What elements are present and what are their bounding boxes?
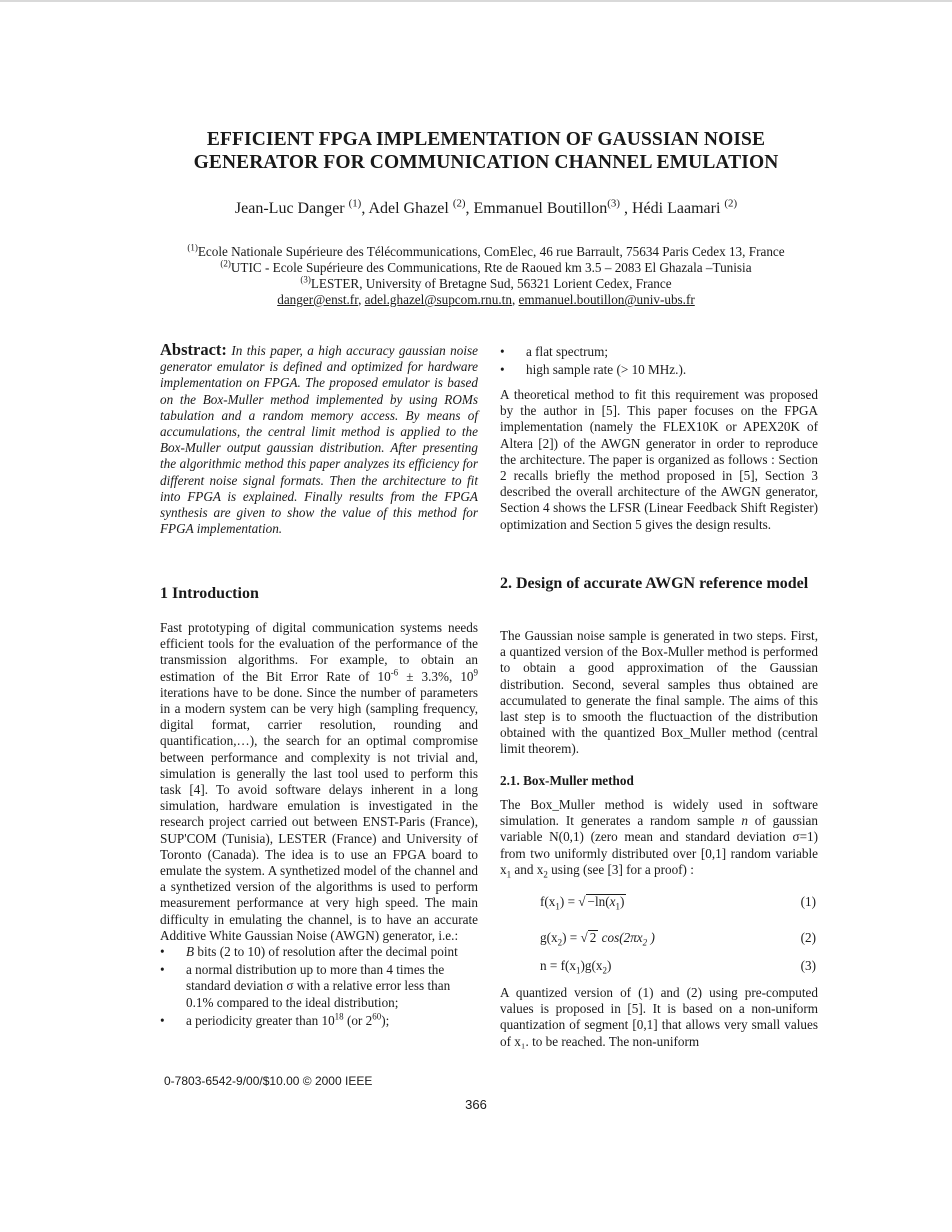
- section-2-body: [500, 628, 818, 758]
- list-item: [500, 344, 818, 360]
- intro-paragraph: [160, 620, 478, 944]
- equation-1: [540, 894, 816, 914]
- intro-text: iterations have to be done. Since the number of parameters in a modern system can be very high (sampling frequency, digital format, carrier resolution, rounding and quantification,…), the search for an optimal compromise between performance and complexity is not trivial and, simulation is generally the last tool used to perform this task [4]. To avoid software delays inherent in a long simulation, hardware emulation is investigated in the research project carried out between ENST-Paris (France), SUP'COM (Tunisia), LESTER (France) and University of Toronto (Canada). The idea is to use an FPGA board to emulate the system. A synthetized model of the channel and a synthetized version of the algorithms is used to perform measurement performance at very high speed. The main difficulty in emulating the channel, is to have an accurate Additive White Gaussian Noise (AWGN) generator, i.e.:: [160, 684, 478, 943]
- affiliation-text: UTIC - Ecole Supérieure des Communications, Rte de Raoued km 3.5 – 2083 El Ghazala –Tunisia: [230, 260, 752, 275]
- author-affil-mark: (1): [348, 197, 362, 210]
- page-top-border: [0, 0, 952, 2]
- paragraph: A quantized version of (1) and (2) using pre-computed values is proposed in [5]. It is based on a non-uniform quantization of segment [0,1] that allows very small values of x₁. to be reached. The non-uniform: [500, 985, 818, 1049]
- affiliations: [60, 244, 912, 308]
- equation-number: (3): [800, 958, 816, 973]
- author-list: [100, 197, 872, 218]
- variable: B: [186, 944, 195, 960]
- email-line: danger@enst.fr, adel.ghazel@supcom.rnu.tn, emmanuel.boutillon@univ-ubs.fr: [277, 292, 695, 307]
- affiliation-line: [60, 260, 912, 276]
- paragraph: The Gaussian noise sample is generated in two steps. First, a quantized version of the Box-Muller method is performed to obtain a good approximation of the Gaussian distribution. Second, several samples thus obtained are accumulated to generate the final sample. The aims of this last step is to smooth the fluctuaction of the distribution obtained with the quantized Box_Muller method (central limit theorem).: [500, 628, 818, 757]
- subscript: 1: [506, 869, 512, 880]
- list-item-text: a normal distribution up to more than 4 times the standard deviation: [186, 962, 445, 994]
- paper-title: [120, 128, 852, 174]
- subscript: 2: [543, 869, 548, 880]
- abstract-text: In this paper, a high accuracy gaussian noise generator emulator is defined and optimized for hardware implementation on FPGA. The proposed emulator is based on the Box-Muller method implemented by using ROMs tabulation and a random memory access. By means of accumulations, the central limit method is applied to the Box-Muller output gaussian distribution. After presenting the algorithmic method this paper analyzes its efficiency for different noise signal formats. Then the architecture to fit into FPGA is explained. Finally results from the FPGA synthesis are given to show the value of this method for FPGA implementation.: [160, 343, 478, 537]
- author-name: Hédi Laamari: [631, 200, 721, 217]
- copyright-notice: 0-7803-6542-9/00/$10.00 © 2000 IEEE: [164, 1074, 373, 1088]
- intro-text: Fast prototyping of digital communication systems needs efficient tools for the evaluation of the performance of the transmission algorithms. For example, to obtain an estimation of the Bit Error Rate of 10: [160, 620, 478, 684]
- requirements-list-continued: [500, 344, 818, 380]
- paragraph: A theoretical method to fit this requirement was proposed by the author in [5]. This paper focuses on the FPGA implementation (namely the FLEX10K or APEX20K of Altera [2]) of the AWGN generator in order to reproduce the architecture. The paper is organized as follows : Section 2 recalls briefly the method proposed in [5], Section 3 described the overall architecture of the AWGN generator, Section 4 shows the LFSR (Linear Feedback Shift Register) optimization and Section 5 gives the design results.: [500, 387, 818, 532]
- author-name: Jean-Luc Danger: [234, 200, 345, 217]
- list-item-text: a periodicity greater than 10: [186, 1012, 335, 1028]
- affiliation-line: [60, 244, 912, 260]
- equation-3: [540, 958, 816, 978]
- intro-heading-block: [160, 584, 478, 604]
- bullet-icon: •: [160, 962, 165, 978]
- sigma-symbol: σ: [286, 978, 294, 994]
- author-affil-mark: (3): [607, 197, 620, 210]
- box-muller-body: [500, 797, 818, 878]
- author-separator: ,: [619, 200, 632, 217]
- author-affil-mark: (2): [452, 197, 466, 210]
- paragraph-text: The Box_Muller method is widely used in software simulation. It generates a random sample: [500, 797, 818, 829]
- bullet-icon: •: [160, 1012, 165, 1028]
- list-item-text: bits (2 to 10) of resolution after the decimal point: [194, 944, 458, 960]
- intro-body: [160, 620, 478, 1031]
- list-item-text: (or 2: [343, 1012, 373, 1028]
- paragraph: [500, 797, 818, 878]
- list-item: [160, 944, 478, 960]
- list-item-text: );: [381, 1012, 390, 1028]
- author-separator: ,: [361, 200, 369, 217]
- affiliation-mark: (2): [220, 258, 231, 269]
- equation-3-formula: $n = f(x_1)g(x_2)$: [540, 958, 612, 976]
- author-name: Adel Ghazel: [368, 200, 449, 217]
- paragraph-text: using (see [3] for a proof) :: [547, 861, 694, 877]
- page-number: 366: [465, 1097, 487, 1112]
- intro-text: ± 3.3%, 10: [398, 668, 474, 684]
- subsection-heading-block: [500, 773, 818, 789]
- email-link[interactable]: danger@enst.fr: [277, 292, 359, 307]
- section-heading-introduction: 1 Introduction: [160, 585, 259, 602]
- author-affil-mark: (2): [724, 197, 738, 210]
- list-item: [160, 1013, 478, 1029]
- affiliation-line: [60, 276, 912, 292]
- paragraph-text: and x: [511, 861, 544, 877]
- equation-1-formula: $f(x_1)$ = √ $-\ln(x_1)$: [540, 894, 625, 912]
- quantization-paragraph: [500, 985, 818, 1050]
- list-item: [160, 962, 478, 1011]
- section-2-heading-block: [500, 574, 818, 594]
- equation-2-formula: $g(x_2)$ = √ 2 $\cos(2\pi x_2$ ): [540, 930, 655, 948]
- exponent: 18: [334, 1011, 344, 1022]
- abstract-heading: Abstract:: [160, 340, 227, 359]
- author-name: Emmanuel Boutillon: [473, 200, 608, 217]
- title-line-1: EFFICIENT FPGA IMPLEMENTATION OF GAUSSIAN NOISE: [206, 129, 766, 150]
- list-item: [500, 362, 818, 378]
- bullet-icon: •: [160, 944, 165, 960]
- equation-2: [540, 930, 816, 950]
- affiliation-mark: (3): [300, 274, 311, 285]
- equation-number: (1): [800, 894, 816, 909]
- bullet-icon: •: [500, 344, 505, 359]
- exponent: -6: [390, 667, 399, 678]
- list-item-text: a flat spectrum;: [526, 344, 609, 359]
- paragraph-text: of gaussian variable N(0,1) (zero mean and standard deviation σ=1) from two uniformly distributed over [0,1] random variable x: [500, 813, 818, 877]
- affiliation-text: Ecole Nationale Supérieure des Télécommunications, ComElec, 46 rue Barrault, 75634 Paris Cedex 13, France: [197, 244, 785, 259]
- email-link[interactable]: adel.ghazel@supcom.rnu.tn: [364, 292, 512, 307]
- equation-number: (2): [800, 930, 816, 945]
- title-line-2: GENERATOR FOR COMMUNICATION CHANNEL EMULATION: [193, 152, 779, 173]
- list-item-text: with a relative error less than 0.1% compared to the ideal distribution;: [186, 978, 451, 1010]
- section-heading-design: 2. Design of accurate AWGN reference model: [500, 575, 809, 592]
- bullet-icon: •: [500, 362, 505, 378]
- affiliation-mark: (1): [187, 242, 198, 253]
- abstract-block: [160, 342, 478, 537]
- requirements-list: [160, 944, 478, 1029]
- author-separator: ,: [465, 200, 474, 217]
- list-item-text: high sample rate (> 10 MHz.).: [526, 362, 687, 378]
- exponent: 9: [473, 667, 478, 678]
- intro-continuation: [500, 387, 818, 533]
- subsection-heading-box-muller: 2.1. Box-Muller method: [500, 773, 634, 788]
- exponent: 60: [372, 1011, 382, 1022]
- variable: n: [741, 813, 748, 829]
- affiliation-text: LESTER, University of Bretagne Sud, 56321 Lorient Cedex, France: [310, 276, 672, 291]
- email-link[interactable]: emmanuel.boutillon@univ-ubs.fr: [518, 292, 695, 307]
